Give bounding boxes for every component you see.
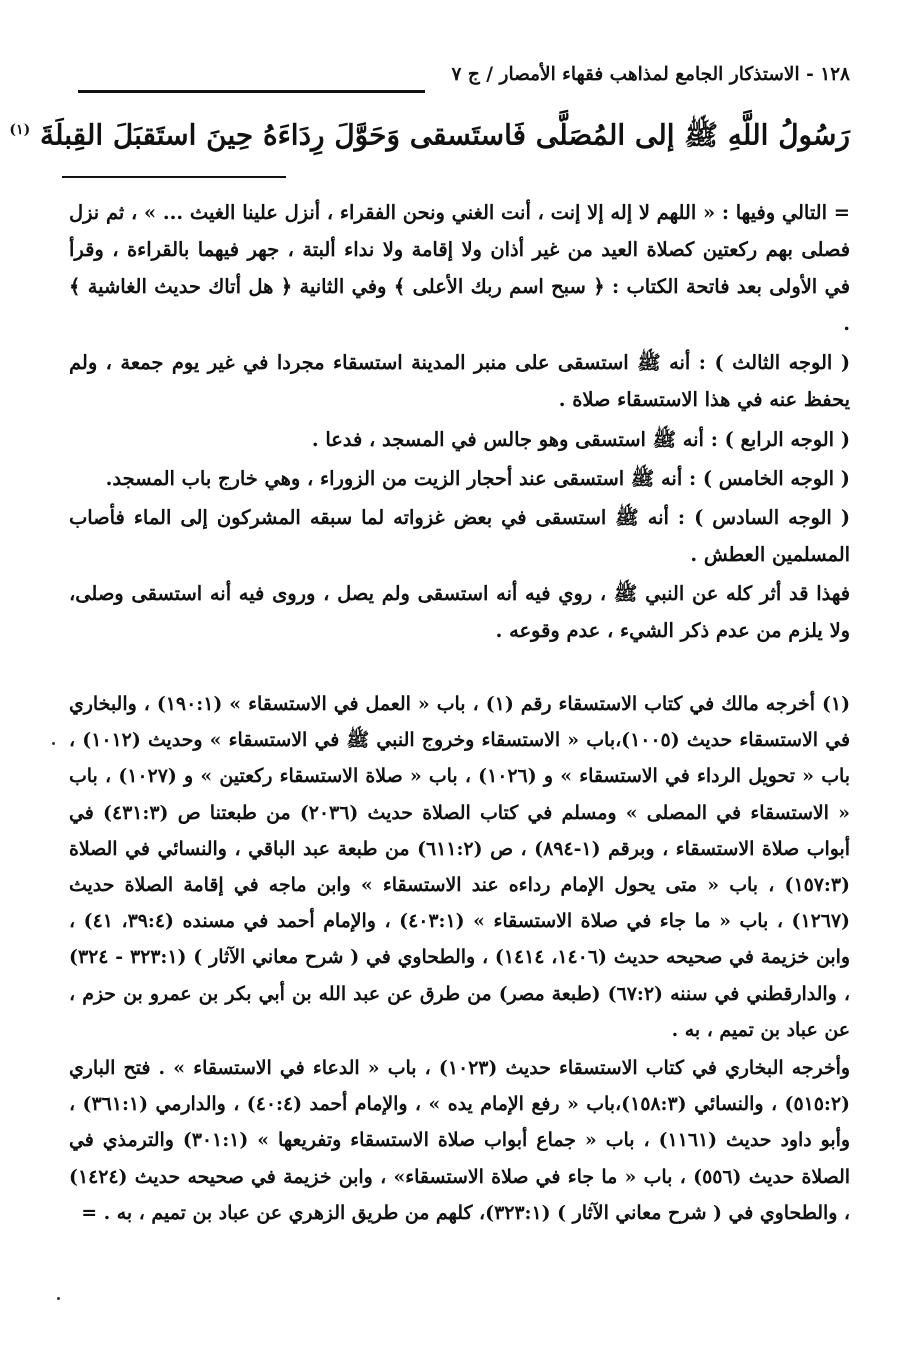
footnote-reference: (١): [9, 122, 31, 138]
stray-mark: [52, 742, 55, 745]
body-paragraph: = التالي وفيها : « اللهم لا إله إلا إنت ، أنت الغني ونحن الفقراء ، أنزل علينا الغيث ... » ، ثم نزل فصلى بهم ركعتين كصلاة العيد من غير أذان ولا إقامة ولا نداء ألبتة ، جهر فيهما بالقراءة ، وقرأ في الأولى بعد فاتحة الكتاب : ﴿ سبح اسم ربك الأعلى ﴾ وفي الثانية ﴿ هل أتاك حديث الغاشية ﴾ .: [69, 201, 850, 336]
body-paragraph: ( الوجه الخامس ) : أنه ﷺ استسقى عند أحجار الزيت من الزوراء ، وهي خارج باب المسجد.: [105, 466, 850, 490]
body-paragraph: فهذا قد أثر كله عن النبي ﷺ ، روي فيه أنه استسقى ولم يصل ، وروى فيه أنه استسقى وصلى، ولا يلزم من عدم ذكر الشيء ، عدم وقوعه .: [69, 581, 850, 643]
body-paragraph: ( الوجه الثالث ) : أنه ﷺ استسقى على منبر المدينة استسقاء مجردا في غير يوم جمعة ، ولم يحفظ عنه في هذا الاستسقاء صلاة .: [69, 351, 850, 412]
running-header: [62, 58, 850, 92]
body-paragraph: ( الوجه الرابع ) : أنه ﷺ استسقى وهو جالس في المسجد ، فدعا .: [311, 427, 850, 451]
footnotes: [69, 686, 850, 1233]
footnote-text: وأخرجه البخاري في كتاب الاستسقاء حديث (١٠٢٣) ، باب « الدعاء في الاستسقاء » . فتح الباري (٥١٥:٢) ، والنسائي (١٥٨:٣)،باب « رفع الإمام يده » ، والإمام أحمد (٤٠:٤) ، والدارمي (٣٦١:١) ، وأبو داود حديث (١١٦١) ، باب « جماع أبواب صلاة الاستسقاء وتفريعها » (٣٠١:١) والترمذي في الصلاة حديث (٥٥٦) ، باب « ما جاء في صلاة الاستسقاء» ، وابن خزيمة في صحيحه حديث (١٤٢٤) ، والطحاوي في ( شرح معاني الآثار ) (٣٢٣:١)، كلهم من طريق الزهري عن عباد بن تميم ، به .: [69, 1057, 851, 1224]
footnote-separator-rule: [62, 176, 286, 178]
book-page: [9, 44, 851, 1344]
footnote-paragraph: (١) أخرجه مالك في كتاب الاستسقاء رقم (١) ، باب « العمل في الاستسقاء » (١٩٠:١) ، والبخاري في الاستسقاء حديث (١٠٠٥)،باب « الاستسقاء وخروج النبي ﷺ في الاستسقاء » وحديث (١٠١٢) ، باب « تحويل الرداء في الاستسقاء » و (١٠٢٦) ، باب « صلاة الاستسقاء ركعتين » و (١٠٢٧) ، باب « الاستسقاء في المصلى » ومسلم في كتاب الصلاة حديث (٢٠٣٦) من طبعتنا ص (٤٣١:٣) في أبواب صلاة الاستسقاء ، وبرقم (١-٨٩٤) ، ص (٦١١:٢) من طبعة عبد الباقي ، والنسائي في الصلاة (١٥٧:٣) ، باب « متى يحول الإمام رداءه عند الاستسقاء » وابن ماجه في إقامة الصلاة حديث (١٢٦٧) ، باب « ما جاء في صلاة الاستسقاء » (٤٠٣:١) ، والإمام أحمد في مسنده (٣٩:٤، ٤١) ، وابن خزيمة في صحيحه حديث (١٤٠٦، ١٤١٤) ، والطحاوي في ( شرح معاني الآثار ) (٣٢٣:١ - ٣٢٤) ، والدارقطني في سننه (٦٧:٢) (طبعة مصر) من طرق عن عبد الله بن أبي بكر بن عمرو بن حزم ، عن عباد بن تميم ، به .: [69, 693, 851, 1041]
hadith-text: رَسُولُ اللَّهِ ﷺ إلى المُصَلَّى فَاستَسقى وَحَوَّلَ رِدَاءَهُ حِينَ استَقبَلَ القِبلَةَ: [39, 118, 850, 152]
footnote-paragraph: [69, 1050, 850, 1231]
header-text: ١٢٨ - الاستذكار الجامع لمذاهب فقهاء الأمصار / ج ٧: [451, 64, 850, 85]
continuation-mark: =: [81, 1201, 98, 1224]
body-text: [69, 194, 850, 651]
hadith-continuation: [9, 102, 850, 163]
header-rule: [78, 90, 425, 93]
body-paragraph: ( الوجه السادس ) : أنه ﷺ استسقى في بعض غزواته لما سبقه المشركون إلى الماء فأصاب المسلمين العطش .: [69, 505, 850, 566]
stray-mark: [57, 1297, 60, 1300]
